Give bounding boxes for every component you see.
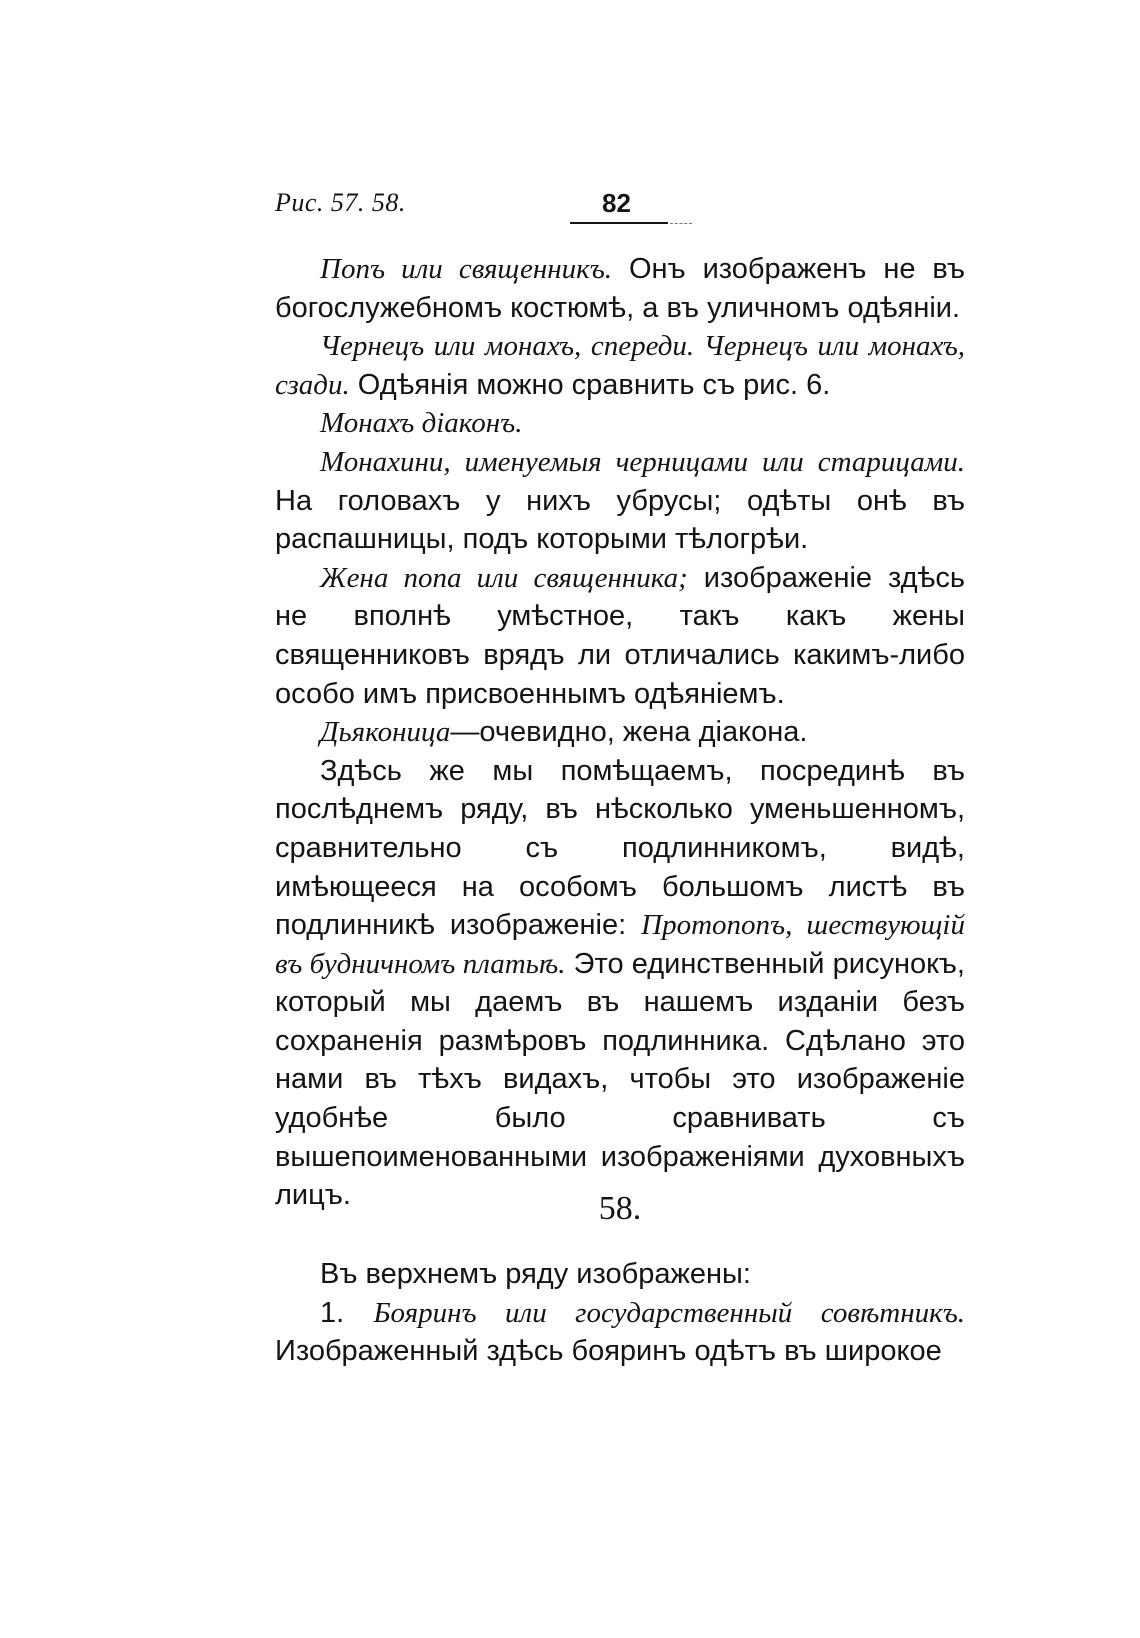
paragraph-text: —очевидно, жена діакона. (450, 716, 808, 749)
paragraph-chernets (275, 327, 965, 404)
section-text (275, 1255, 965, 1371)
paragraph-text: На головахъ у нихъ убрусы; одѣты онѣ въ распашницы, подъ которыми тѣлогрѣи. (275, 484, 965, 556)
figure-reference: Рис. 57. 58. (275, 188, 406, 217)
paragraph-italic: Монахъ діаконъ. (320, 407, 523, 440)
paragraph-italic: Попъ или священникъ. (320, 253, 613, 285)
paragraph-text: Это единственный рисунокъ, который мы даемъ въ нашемъ изданіи безъ сохраненія размѣровъ подлинника. Сдѣлано это нами въ тѣхъ видахъ, чтобы это изображеніе удобнѣе было сравнивать съ вышепоименованными изображеніями духовныхъ лицъ. (275, 947, 965, 1212)
paragraph-text: изображеніе здѣсь не вполнѣ умѣстное, такъ какъ жены священниковъ врядъ ли отличались какимъ-либо особо имъ присвоеннымъ одѣяніемъ. (275, 561, 965, 710)
paragraph-monakhini (275, 443, 965, 559)
paragraph-monakh-diakon (275, 404, 965, 443)
paragraph-dyakonitsa (275, 713, 965, 752)
paragraph-italic: Протопопъ, шествующій въ будничномъ платьѣ. (275, 909, 965, 980)
paragraph-italic: Жена попа или священника; (320, 561, 688, 594)
main-text (275, 250, 965, 1215)
paragraph-italic: Бояринъ или государственный совѣтникъ. (373, 1296, 965, 1329)
paragraph-italic: Чернецъ или монахъ, спереди. Чернецъ или монахъ, сзади. (275, 330, 965, 401)
paragraph-text: Одѣянія можно сравнить съ рис. 6. (349, 368, 831, 401)
running-head (275, 188, 965, 228)
paragraph-text: Въ верхнемъ ряду изображены: (320, 1258, 751, 1290)
paragraph-text: Онъ изображенъ не въ богослужебномъ костюмѣ, а въ уличномъ одѣяніи. (275, 253, 965, 324)
header-rule-dash (670, 223, 692, 224)
paragraph-italic: Монахини, именуемыя черницами или старицами. (320, 445, 965, 478)
paragraph-protopop (275, 752, 965, 1215)
section-heading: 58. (598, 1190, 642, 1227)
header-rule (570, 222, 668, 224)
paragraph-pop (275, 250, 965, 327)
page-number: 82 (602, 188, 631, 218)
paragraph-lead: Здѣсь же мы помѣщаемъ, посрединѣ въ послѣднемъ ряду, въ нѣсколько уменьшенномъ, сравнительно съ подлинникомъ, видѣ, имѣющееся на особомъ большомъ листѣ въ подлинникѣ изображеніе: (275, 754, 965, 942)
paragraph-lead: 1. (320, 1296, 374, 1329)
paragraph-upper-row (275, 1255, 965, 1294)
paragraph-text: Изображенный здѣсь бояринъ одѣтъ въ широкое (275, 1335, 942, 1368)
paragraph-boyarin (275, 1294, 965, 1371)
paragraph-zhena-popa (275, 559, 965, 713)
paragraph-italic: Дьяконица (320, 716, 451, 749)
